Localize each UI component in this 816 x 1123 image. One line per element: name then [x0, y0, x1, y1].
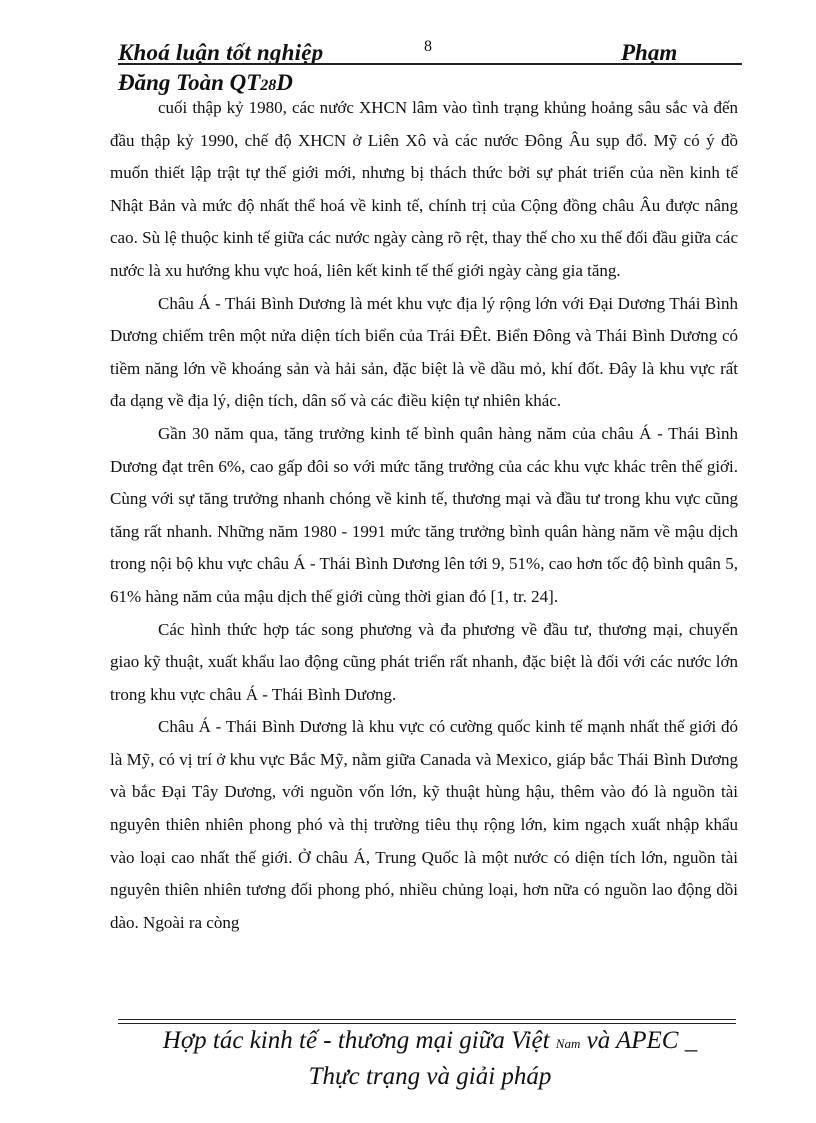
body-text [110, 92, 738, 939]
author-name: Đăng Toàn QT [118, 70, 261, 95]
author-class-number: 28 [260, 77, 277, 94]
header-rule [118, 63, 742, 65]
paragraph: Châu Á - Thái Bình Dương là mét khu vực địa lý rộng lớn với Đại Dương Thái Bình Dương chiếm trên một nửa diện tích biển của Trái ĐÊt. Biển Đông và Thái Bình Dương có tiềm năng lớn về khoáng sản và hải sản, đặc biệt là về dầu mỏ, khí đốt. Đây là khu vực rất đa dạng về địa lý, diện tích, dân số và các điều kiện tự nhiên khác. [110, 293, 738, 411]
paragraph: Châu Á - Thái Bình Dương là khu vực có cường quốc kinh tế mạnh nhất thế giới đó là Mỹ, có vị trí ở khu vực Bắc Mỹ, nằm giữa Canada và Mexico, giáp bắc Thái Bình Dương và bắc Đại Tây Dương, với nguồn vốn lớn, kỹ thuật hùng hậu, thêm vào đó là nguồn tài nguyên thiên nhiên phong phó và thị trường tiêu thụ rộng lớn, kim ngạch xuất nhập khẩu vào loại cao nhất thế giới. Ở châu Á, Trung Quốc là một nước có diện tích lớn, nguồn tài nguyên thiên nhiên tương đối phong phó, nhiều chủng loại, hơn nữa có nguồn lao động dồi dào. Ngoài ra còng [110, 717, 738, 932]
author-first-name: Phạm [621, 40, 678, 65]
footer-line-1 [110, 1024, 750, 1060]
page-number: 8 [424, 38, 432, 55]
paragraph: Các hình thức hợp tác song phương và đa phương về đầu tư, thương mại, chuyển giao kỹ thuật, xuất khẩu lao động cũng phát triển rất nhanh, đặc biệt là đối với các nước lớn trong khu vực châu Á - Thái Bình Dương. [110, 619, 738, 704]
thesis-title: Khoá luận tốt nghiệp [118, 40, 324, 65]
footer-text-small: Nam [555, 1036, 581, 1051]
footer-line-2: Thực trạng và giải pháp [308, 1063, 552, 1090]
paragraph: Gần 30 năm qua, tăng trưởng kinh tế bình quân hàng năm của châu Á - Thái Bình Dương đạt trên 6%, cao gấp đôi so với mức tăng trưởng của các khu vực khác trên thế giới. Cùng với sự tăng trưởng nhanh chóng về kinh tế, thương mại và đầu tư trong khu vực cũng tăng rất nhanh. Những năm 1980 - 1991 mức tăng trưởng bình quân hàng năm về mậu dịch trong nội bộ khu vực châu Á - Thái Bình Dương lên tới 9, 51%, cao hơn tốc độ bình quân 5, 61% hàng năm của mậu dịch thế giới cùng thời gian đó [1, tr. 24]. [110, 423, 738, 606]
footer-text-b: và APEC _ [580, 1027, 698, 1054]
page-header [118, 36, 742, 96]
footer-rule-top [118, 1019, 736, 1020]
author-class-suffix: D [276, 70, 293, 95]
paragraph: cuối thập kỷ 1980, các nước XHCN lâm vào tình trạng khủng hoảng sâu sắc và đến đầu thập kỷ 1990, chế độ XHCN ở Liên Xô và các nước Đông Âu sụp đổ. Mỹ có ý đồ muốn thiết lập trật tự thế giới mới, nhưng bị thách thức bởi sự phát triển của nền kinh tế Nhật Bản và mức độ nhất thể hoá về kinh tế, chính trị của Cộng đồng châu Âu được nâng cao. Sù lệ thuộc kinh tế giữa các nước ngày càng rõ rệt, thay thế cho xu thế đối đầu giữa các nước là xu hướng khu vực hoá, liên kết kinh tế thế giới ngày càng gia tăng. [110, 98, 738, 280]
footer-text-a: Hợp tác kinh tế - thương mại giữa Việt [162, 1027, 556, 1054]
page-footer [110, 1024, 750, 1093]
